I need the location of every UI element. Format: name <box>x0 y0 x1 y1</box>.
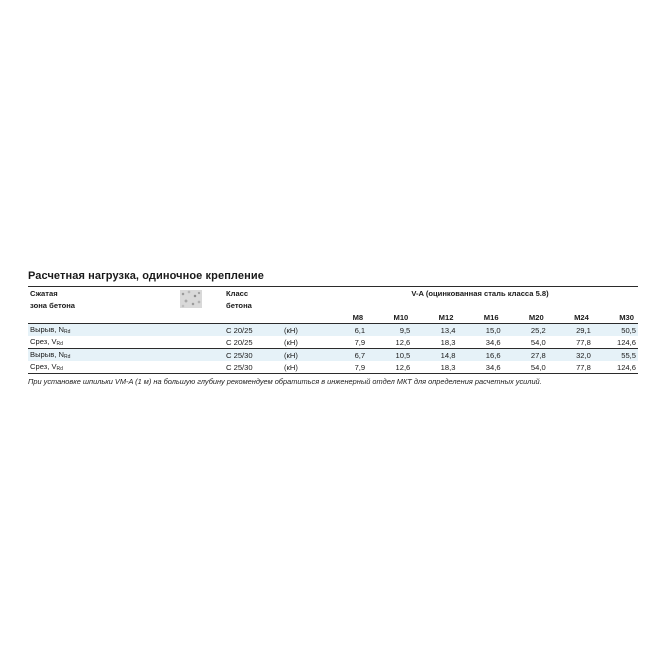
row-label-subscript: Rd <box>56 366 63 372</box>
concrete-class: С 20/25 <box>226 337 253 347</box>
value-cell: 77,8 <box>576 337 591 347</box>
size-header-m10: M10 <box>367 311 412 324</box>
table-row <box>28 336 638 349</box>
size-header-row <box>28 311 638 324</box>
texture-cell <box>178 287 224 311</box>
value-cell: 12,6 <box>367 361 412 374</box>
load-table-section <box>28 270 638 386</box>
value-cell: 54,0 <box>530 337 546 347</box>
header-row-2 <box>28 299 638 311</box>
value-cell: 10,5 <box>367 349 412 362</box>
value-cell: 124,6 <box>616 337 636 347</box>
value-cell: 77,8 <box>548 361 593 374</box>
value-cell: 54,0 <box>503 361 548 374</box>
size-header-m30: M30 <box>593 311 638 324</box>
row-label: Срез, $V_{Rd}$ <box>28 361 178 374</box>
size-header-m24: M24 <box>548 311 593 324</box>
row-label: Срез, $V_{Rd}$ <box>30 337 63 347</box>
value-cell: 34,6 <box>485 337 501 347</box>
concrete-class: С 20/25 <box>224 324 282 337</box>
value-cell: 7,9 <box>322 361 367 374</box>
concrete-class: С 25/30 <box>224 361 282 374</box>
value-cell: 9,5 <box>367 324 412 337</box>
zone-header-line2: зона бетона <box>30 300 76 310</box>
value-cell: 124,6 <box>593 361 638 374</box>
value-cell: 34,6 <box>457 361 502 374</box>
concrete-texture-icon <box>180 290 202 308</box>
value-cell: 15,0 <box>457 324 502 337</box>
header-row-1 <box>28 287 638 299</box>
table-row <box>28 349 638 362</box>
unit: (кН) <box>282 324 322 337</box>
value-cell: 32,0 <box>548 349 593 362</box>
zone-header: Сжатая <box>30 288 58 298</box>
concrete-class: С 25/30 <box>224 349 282 362</box>
value-cell: 13,4 <box>412 324 457 337</box>
table-row <box>28 361 638 374</box>
table-body <box>28 324 638 374</box>
row-label-subscript: Rd <box>63 329 71 335</box>
size-header-m8: M8 <box>322 311 367 324</box>
value-cell: 14,8 <box>412 349 457 362</box>
row-label: Вырыв, $N_{Rd}$ <box>28 349 178 362</box>
value-cell: 12,6 <box>395 337 411 347</box>
value-cell: 6,7 <box>322 349 367 362</box>
value-cell: 7,9 <box>354 337 366 347</box>
table-title: Расчетная нагрузка, одиночное крепление <box>28 270 264 282</box>
unit: (кН) <box>282 361 322 374</box>
value-cell: 18,3 <box>412 361 457 374</box>
value-cell: 29,1 <box>548 324 593 337</box>
class-header-line2: бетона <box>226 300 252 310</box>
value-cell: 25,2 <box>503 324 548 337</box>
table-row <box>28 324 638 337</box>
value-cell: 55,5 <box>593 349 638 362</box>
material-header: V-A (оцинкованная сталь класса 5.8) <box>411 288 549 298</box>
row-label-subscript: Rd <box>56 341 63 347</box>
size-header-m16: M16 <box>457 311 502 324</box>
value-cell: 16,6 <box>457 349 502 362</box>
value-cell: 50,5 <box>593 324 638 337</box>
class-header: Класс <box>226 288 249 298</box>
size-header-m12: M12 <box>412 311 457 324</box>
row-label: Вырыв, $N_{Rd}$ <box>28 324 178 337</box>
footnote: При установке шпильки VM-A (1 м) на большую глубину рекомендуем обратиться в инженерный отдел МКТ для определения расчетных усилий. <box>28 377 542 386</box>
value-cell: 6,1 <box>322 324 367 337</box>
unit: (кН) <box>284 337 298 347</box>
size-header-m20: M20 <box>503 311 548 324</box>
value-cell: 18,3 <box>440 337 456 347</box>
row-label-subscript: Rd <box>63 354 71 360</box>
unit: (кН) <box>282 349 322 362</box>
value-cell: 27,8 <box>503 349 548 362</box>
load-table <box>28 287 638 374</box>
